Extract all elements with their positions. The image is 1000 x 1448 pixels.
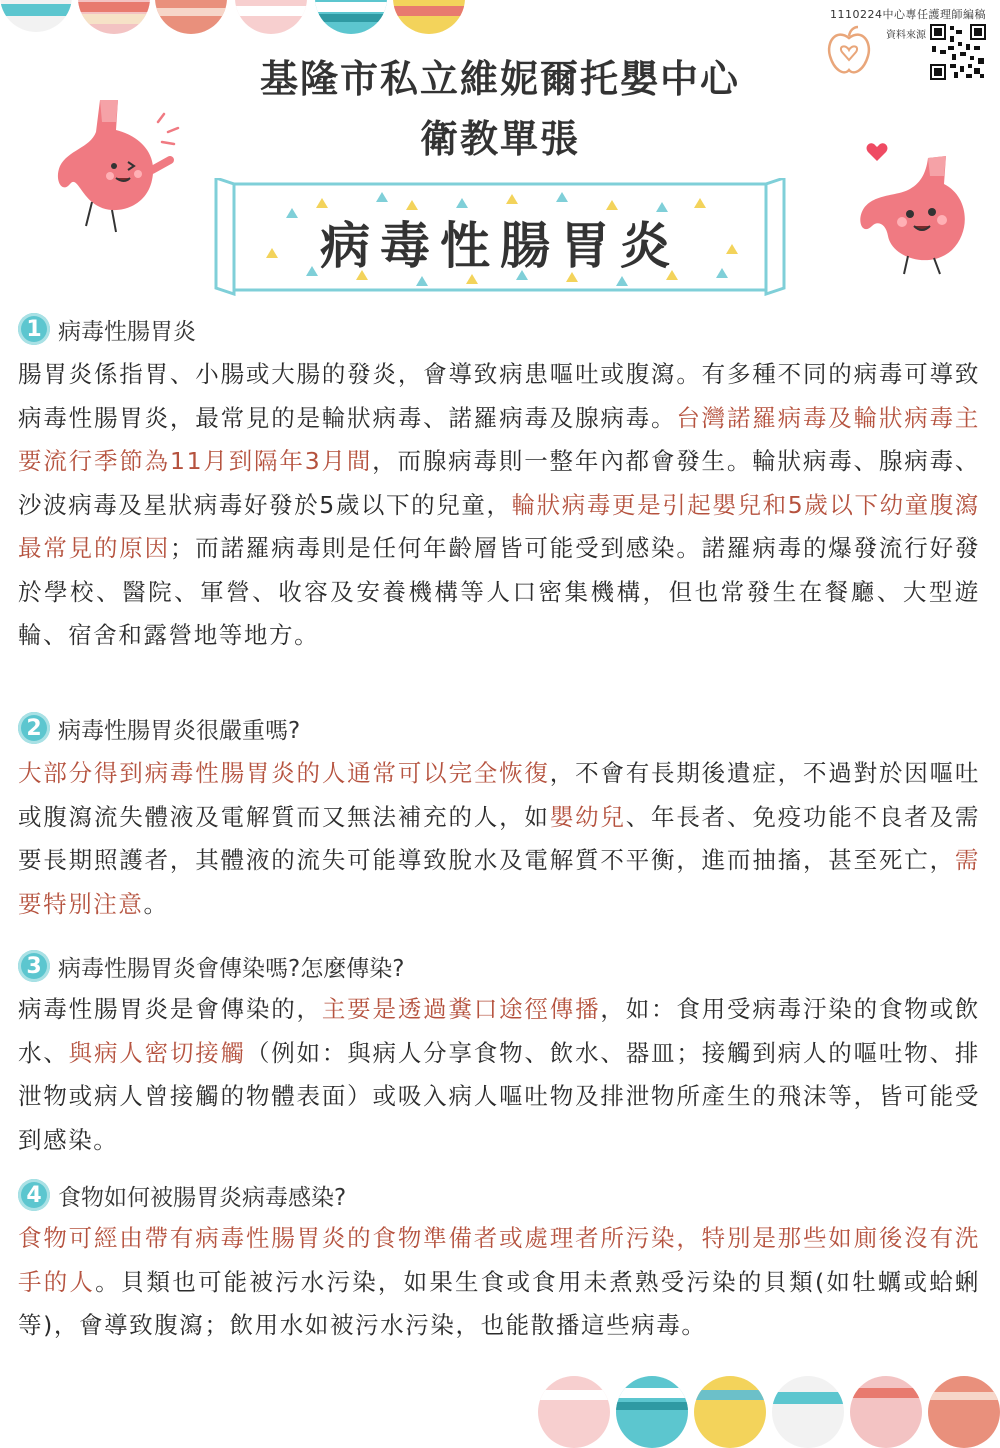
highlight-text: 輪狀病毒更是引起嬰兒和5歲以下幼童腹瀉最常見的原因 [18, 490, 981, 562]
easter-egg-icon [616, 1376, 688, 1448]
highlight-text: 大部分得到病毒性腸胃炎的人通常可以完全恢復 [18, 759, 550, 787]
body-text: 腸胃炎係指胃、小腸或大腸的發炎，會導致病患嘔吐或腹瀉。有多種不同的病毒可導致病毒性腸胃炎，最常見的是輪狀病毒、諾羅病毒及腺病毒。 [18, 360, 980, 432]
easter-egg-icon [694, 1376, 766, 1448]
body-text: ；而諾羅病毒則是任何年齡層皆可能受到感染。諾羅病毒的爆發流行好發於學校、醫院、軍營、收容及安養機構等人口密集機構，但也常發生在餐廳、大型遊輪、宿舍和露營地等地方。 [18, 534, 980, 649]
highlight-text: 嬰幼兒 [549, 802, 626, 831]
section-heading [18, 708, 980, 748]
easter-egg-icon [235, 0, 307, 34]
section-body [18, 1217, 980, 1348]
highlight-text: 與病人密切接觸 [68, 1038, 246, 1067]
page-subtitle: 衛教單張 [419, 117, 580, 161]
section-title: 食物如何被腸胃炎病毒感染? [58, 1184, 347, 1211]
number-badge: 4 [18, 1179, 50, 1211]
section-1 [18, 309, 980, 658]
highlight-text: 主要是透過糞口途徑傳播 [321, 995, 601, 1023]
section-title: 病毒性腸胃炎 [58, 318, 196, 345]
source-label: 資料來源 [886, 30, 926, 41]
highlight-text: 需要特別注意 [18, 846, 980, 918]
section-body [18, 988, 980, 1162]
body-text: ，不會有長期後遺症，不過對於因嘔吐或腹瀉流失體液及電解質而又無法補充的人，如 [18, 759, 980, 831]
section-heading [18, 309, 980, 349]
section-4 [18, 1175, 980, 1348]
body-text: 病毒性腸胃炎是會傳染的， [18, 995, 322, 1023]
section-title: 病毒性腸胃炎很嚴重嗎? [58, 717, 301, 744]
easter-egg-icon [850, 1376, 922, 1448]
easter-egg-icon [155, 0, 227, 34]
page-title: 基隆市私立維妮爾托嬰中心 [259, 57, 740, 101]
section-2 [18, 708, 980, 926]
body-text: （例如：與病人分享食物、飲水、器皿；接觸到病人的嘔吐物、排泄物或病人曾接觸的物體表面）或吸入病人嘔吐物及排泄物所產生的飛沫等，皆可能受到感染。 [18, 1038, 981, 1154]
easter-egg-icon [315, 0, 387, 34]
section-body [18, 752, 980, 926]
section-title: 病毒性腸胃炎會傳染嗎?怎麼傳染? [58, 955, 405, 982]
highlight-text: 台灣諾羅病毒及輪狀病毒主要流行季節為11月到隔年3月間 [18, 403, 980, 475]
banner-title: 病毒性腸胃炎 [320, 217, 680, 275]
body-text: ，而腺病毒則一整年內都會發生。輪狀病毒、腺病毒、沙波病毒及星狀病毒好發於5歲以下的兒童， [18, 447, 981, 519]
number-badge: 3 [18, 950, 50, 982]
section-body [18, 353, 980, 658]
section-heading [18, 1175, 980, 1215]
easter-egg-icon [78, 0, 150, 34]
section-3 [18, 946, 980, 1162]
easter-egg-icon [772, 1376, 844, 1448]
stomach-mascot-left-icon [40, 92, 190, 242]
easter-egg-icon [538, 1376, 610, 1448]
credit-text: 1110224中心專任護理師編稿 [830, 8, 986, 21]
number-badge: 1 [18, 313, 50, 345]
title-banner [212, 178, 788, 296]
easter-egg-icon [928, 1376, 1000, 1448]
heart-icon [866, 142, 888, 162]
body-text: 。貝類也可能被污水污染，如果生食或食用未煮熟受污染的貝類(如牡蠣或蛤蜊等)，會導致腹瀉；飲用水如被污水污染，也能散播這些病毒。 [18, 1267, 980, 1339]
section-heading [18, 946, 980, 986]
easter-egg-icon [393, 0, 465, 34]
easter-egg-icon [0, 0, 72, 32]
number-badge: 2 [18, 712, 50, 744]
body-text: 、年長者、免疫功能不良者及需要長期照護者，其體液的流失可能導致脫水及電解質不平衡，進而抽搐，甚至死亡， [18, 802, 980, 874]
body-text: 。 [143, 889, 169, 918]
body-text: ，如：食用受病毒汙染的食物或飲水、 [18, 995, 981, 1067]
highlight-text: 食物可經由帶有病毒性腸胃炎的食物準備者或處理者所污染，特別是那些如廁後沒有洗手的人 [18, 1224, 980, 1296]
